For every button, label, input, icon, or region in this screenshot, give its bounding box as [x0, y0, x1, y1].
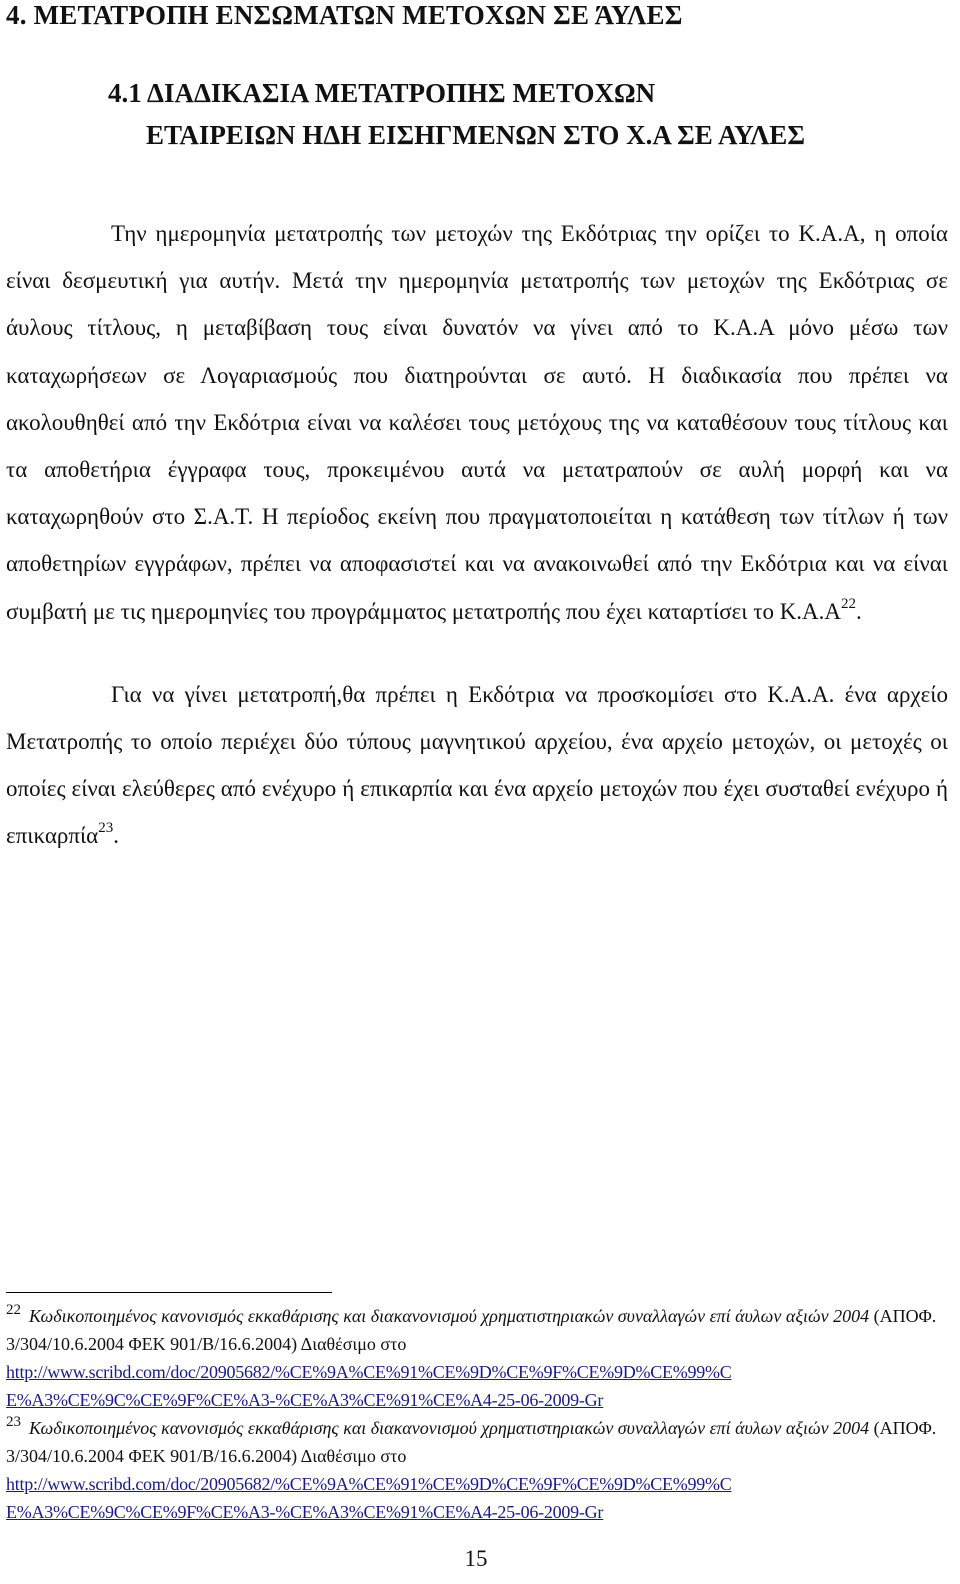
section-heading — [108, 72, 805, 156]
footnote-22 — [6, 1302, 950, 1414]
paragraph-2 — [6, 671, 948, 860]
paragraph-2-end: . — [113, 823, 119, 849]
footnote-number: 22 — [6, 1302, 21, 1318]
footnote-23 — [6, 1414, 950, 1526]
footnote-title: Κωδικοποιημένος κανονισμός εκκαθάρισης και διακανονισμού χρηματιστηριακών συναλλαγών επί άυλων αξιών 2004 — [29, 1418, 870, 1438]
section-heading-line-2: ΕΤΑΙΡΕΙΩΝ ΗΔΗ ΕΙΣΗΓΜΕΝΩΝ ΣΤΟ Χ.Α ΣΕ ΑΥΛΕΣ — [146, 120, 805, 150]
paragraph-gap — [6, 635, 948, 671]
footnote-ref-23[interactable]: 23 — [98, 820, 114, 837]
footnote-number: 23 — [6, 1414, 21, 1430]
footnote-title: Κωδικοποιημένος κανονισμός εκκαθάρισης και διακανονισμού χρηματιστηριακών συναλλαγών επί άυλων αξιών 2004 — [29, 1306, 870, 1326]
footnote-link-line-2[interactable]: E%A3%CE%9C%CE%9F%CE%A3-%CE%A3%CE%91%CE%A4-25-06-2009-Gr — [6, 1390, 604, 1410]
paragraph-1-text: Την ημερομηνία μετατροπής των μετοχών της Εκδότριας την ορίζει το Κ.Α.Α, η οποία είναι δεσμευτική για αυτήν. Μετά την ημερομηνία μετατροπής των μετοχών της Εκδότριας σε άυλους τίτλους, η μεταβίβαση τους είναι δυνατόν να γίνει από το Κ.Α.Α μόνο μέσω των καταχωρήσεων σε Λογαριασμούς που διατηρούνται σε αυτό. Η διαδικασία που πρέπει να ακολουθηθεί από την Εκδότρια είναι να καλέσει τους μετόχους της να καταθέσουν τους τίτλους και τα αποθετήρια έγγραφα τους, προκειμένου αυτά να μετατραπούν σε αυλή μορφή και να καταχωρηθούν στο Σ.Α.Τ. Η περίοδος εκείνη που πραγματοποιείται η κατάθεση των τίτλων ή των αποθετηρίων εγγράφων, πρέπει να αποφασιστεί και να ανακοινωθεί από την Εκδότρια και να είναι συμβατή με τις ημερομηνίες του προγράμματος μετατροπής που έχει καταρτίσει το Κ.Α.Α — [6, 221, 948, 624]
footnotes — [6, 1302, 950, 1526]
footnote-details: (ΑΠΟΦ. 3/304/10.6.2004 ΦΕΚ 901/Β/16.6.2004) Διαθέσιμο στο — [6, 1418, 937, 1466]
paragraph-1-end: . — [856, 598, 862, 624]
footnote-ref-22[interactable]: 22 — [841, 595, 857, 612]
chapter-heading: 4. ΜΕΤΑΤΡΟΠΗ ΕΝΣΩΜΑΤΩΝ ΜΕΤΟΧΩΝ ΣΕ ΆΥΛΕΣ — [6, 0, 683, 30]
body-text — [6, 210, 948, 860]
section-heading-line-1: 4.1 ΔΙΑΔΙΚΑΣΙΑ ΜΕΤΑΤΡΟΠΗΣ ΜΕΤΟΧΩΝ — [108, 78, 656, 108]
page-number: 15 — [464, 1546, 488, 1571]
footnote-separator — [6, 1292, 332, 1293]
paragraph-1 — [6, 210, 948, 635]
paragraph-2-text: Για να γίνει μετατροπή,θα πρέπει η Εκδότρια να προσκομίσει στο Κ.Α.Α. ένα αρχείο Μετατροπής το οποίο περιέχει δύο τύπους μαγνητικού αρχείου, ένα αρχείο μετοχών, οι μετοχές οι οποίες είναι ελεύθερες από ενέχυρο ή επικαρπία και ένα αρχείο μετοχών που έχει συσταθεί ενέχυρο ή επικαρπία — [6, 681, 948, 849]
footnote-link-line-1[interactable]: http://www.scribd.com/doc/20905682/%CE%9A%CE%91%CE%9D%CE%9F%CE%9D%CE%99%C — [6, 1362, 732, 1382]
footnote-details: (ΑΠΟΦ. 3/304/10.6.2004 ΦΕΚ 901/Β/16.6.2004) Διαθέσιμο στο — [6, 1306, 937, 1354]
footnote-link-line-1[interactable]: http://www.scribd.com/doc/20905682/%CE%9A%CE%91%CE%9D%CE%9F%CE%9D%CE%99%C — [6, 1474, 732, 1494]
footnote-link-line-2[interactable]: E%A3%CE%9C%CE%9F%CE%A3-%CE%A3%CE%91%CE%A4-25-06-2009-Gr — [6, 1502, 604, 1522]
